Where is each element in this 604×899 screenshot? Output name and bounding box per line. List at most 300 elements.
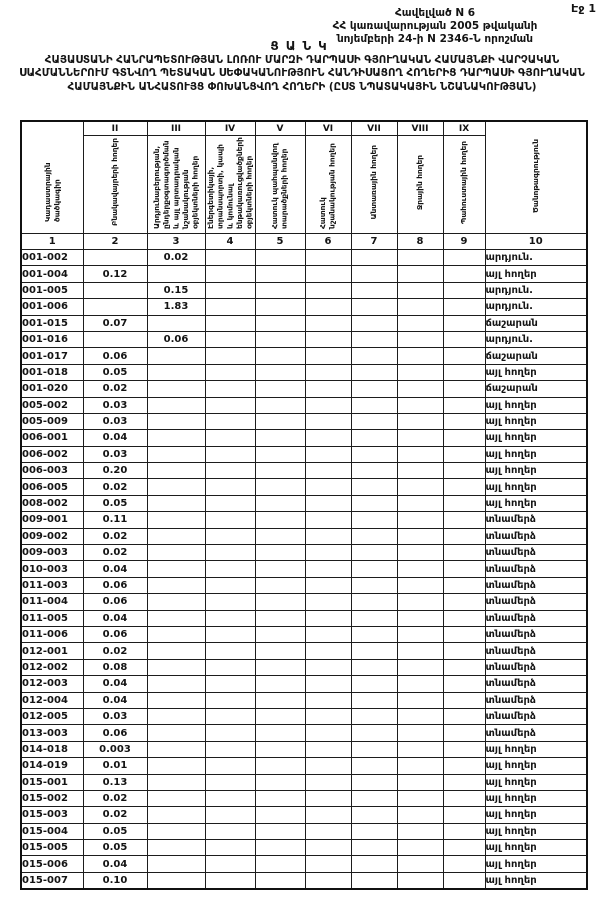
column-number-4: 4 xyxy=(205,234,255,250)
cell-col-9 xyxy=(443,643,485,659)
cell-col-3 xyxy=(147,512,205,528)
column-label-8: Ջրային հողեր xyxy=(415,154,425,211)
cell-col-4 xyxy=(205,823,255,839)
column-label-2: Բնակավայրերի հողեր xyxy=(110,138,120,227)
row-note: այլ հողեր xyxy=(485,840,587,856)
cell-col-6 xyxy=(305,430,351,446)
row-code: 014-018 xyxy=(21,741,83,757)
cell-col-2: 0.03 xyxy=(83,708,147,724)
row-note: այլ հողեր xyxy=(485,790,587,806)
cell-col-5 xyxy=(255,479,305,495)
cell-col-6 xyxy=(305,479,351,495)
cell-col-9 xyxy=(443,561,485,577)
cell-col-2: 0.02 xyxy=(83,790,147,806)
cell-col-3 xyxy=(147,381,205,397)
cell-col-3 xyxy=(147,610,205,626)
cell-col-4 xyxy=(205,282,255,298)
cell-col-6 xyxy=(305,364,351,380)
cell-col-2 xyxy=(83,299,147,315)
cell-col-7 xyxy=(351,823,397,839)
table-row-009-001 xyxy=(21,512,587,528)
cell-col-4 xyxy=(205,610,255,626)
column-label-10: Ծանոթագրություն xyxy=(530,138,540,213)
row-note: այլ հողեր xyxy=(485,495,587,511)
row-code: 015-004 xyxy=(21,823,83,839)
cell-col-3 xyxy=(147,528,205,544)
cell-col-4 xyxy=(205,626,255,642)
row-note: այլ հողեր xyxy=(485,446,587,462)
cell-col-5 xyxy=(255,397,305,413)
cell-col-8 xyxy=(397,430,443,446)
cell-col-3 xyxy=(147,545,205,561)
column-number-3: 3 xyxy=(147,234,205,250)
cell-col-8 xyxy=(397,266,443,282)
table-row-015-001 xyxy=(21,774,587,790)
cell-col-4 xyxy=(205,528,255,544)
cell-col-6 xyxy=(305,676,351,692)
cell-col-3 xyxy=(147,807,205,823)
column-header-10 xyxy=(485,121,587,234)
cell-col-8 xyxy=(397,463,443,479)
cell-col-4 xyxy=(205,364,255,380)
cell-col-8 xyxy=(397,250,443,266)
cell-col-8 xyxy=(397,512,443,528)
cell-col-8 xyxy=(397,282,443,298)
cell-col-5 xyxy=(255,823,305,839)
cell-col-3 xyxy=(147,315,205,331)
row-code: 015-005 xyxy=(21,840,83,856)
table-row-001-017 xyxy=(21,348,587,364)
row-code: 001-016 xyxy=(21,331,83,347)
cell-col-4 xyxy=(205,790,255,806)
cell-col-2: 0.05 xyxy=(83,364,147,380)
cell-col-3 xyxy=(147,397,205,413)
cell-col-6 xyxy=(305,282,351,298)
cell-col-8 xyxy=(397,807,443,823)
row-code: 012-002 xyxy=(21,659,83,675)
cell-col-2: 0.03 xyxy=(83,413,147,429)
table-row-010-003 xyxy=(21,561,587,577)
cell-col-2 xyxy=(83,282,147,298)
cell-col-8 xyxy=(397,364,443,380)
cell-col-9 xyxy=(443,872,485,889)
table-row-009-003 xyxy=(21,545,587,561)
column-number-row xyxy=(21,234,587,250)
cell-col-9 xyxy=(443,479,485,495)
cell-col-4 xyxy=(205,840,255,856)
table-row-015-004 xyxy=(21,823,587,839)
cell-col-3 xyxy=(147,725,205,741)
land-transfer-table xyxy=(20,120,588,890)
cell-col-9 xyxy=(443,250,485,266)
table-row-006-001 xyxy=(21,430,587,446)
cell-col-2: 0.06 xyxy=(83,348,147,364)
column-roman-2: II xyxy=(83,121,147,136)
cell-col-9 xyxy=(443,495,485,511)
column-roman-8: VIII xyxy=(397,121,443,136)
cell-col-6 xyxy=(305,512,351,528)
cell-col-3 xyxy=(147,626,205,642)
cell-col-7 xyxy=(351,594,397,610)
cell-col-4 xyxy=(205,725,255,741)
cell-col-2: 0.05 xyxy=(83,823,147,839)
cell-col-8 xyxy=(397,381,443,397)
cell-col-3 xyxy=(147,348,205,364)
row-note: տնամերձ xyxy=(485,643,587,659)
cell-col-2: 0.02 xyxy=(83,528,147,544)
cell-col-8 xyxy=(397,446,443,462)
cell-col-7 xyxy=(351,266,397,282)
cell-col-2: 0.13 xyxy=(83,774,147,790)
cell-col-6 xyxy=(305,856,351,872)
cell-col-3 xyxy=(147,463,205,479)
cell-col-8 xyxy=(397,315,443,331)
table-row-009-002 xyxy=(21,528,587,544)
table-row-011-004 xyxy=(21,594,587,610)
table-row-014-019 xyxy=(21,758,587,774)
column-header-3 xyxy=(147,136,205,234)
row-note: արդյուն. xyxy=(485,331,587,347)
table-row-011-003 xyxy=(21,577,587,593)
row-note: տնամերձ xyxy=(485,512,587,528)
cell-col-2: 0.03 xyxy=(83,397,147,413)
row-note: այլ հողեր xyxy=(485,856,587,872)
row-code: 015-006 xyxy=(21,856,83,872)
cell-col-3 xyxy=(147,430,205,446)
row-code: 006-001 xyxy=(21,430,83,446)
row-note: արդյուն. xyxy=(485,282,587,298)
cell-col-8 xyxy=(397,708,443,724)
cell-col-6 xyxy=(305,725,351,741)
cell-col-8 xyxy=(397,692,443,708)
table-row-001-004 xyxy=(21,266,587,282)
cell-col-3: 1.83 xyxy=(147,299,205,315)
cell-col-8 xyxy=(397,577,443,593)
cell-col-6 xyxy=(305,315,351,331)
cell-col-3 xyxy=(147,577,205,593)
column-header-5 xyxy=(255,136,305,234)
cell-col-6 xyxy=(305,872,351,889)
table-row-001-020 xyxy=(21,381,587,397)
row-code: 001-015 xyxy=(21,315,83,331)
cell-col-7 xyxy=(351,299,397,315)
column-header-1 xyxy=(21,121,83,234)
column-number-9: 9 xyxy=(443,234,485,250)
cell-col-7 xyxy=(351,495,397,511)
cell-col-3: 0.06 xyxy=(147,331,205,347)
cell-col-9 xyxy=(443,528,485,544)
cell-col-7 xyxy=(351,364,397,380)
appendix-line-3: նոյեմբերի 24-ի N 2346-Ն որոշման xyxy=(336,33,534,46)
cell-col-8 xyxy=(397,594,443,610)
cell-col-5 xyxy=(255,446,305,462)
cell-col-2 xyxy=(83,331,147,347)
cell-col-7 xyxy=(351,463,397,479)
cell-col-8 xyxy=(397,626,443,642)
cell-col-8 xyxy=(397,643,443,659)
cell-col-2: 0.02 xyxy=(83,545,147,561)
cell-col-9 xyxy=(443,790,485,806)
cell-col-5 xyxy=(255,577,305,593)
cell-col-4 xyxy=(205,774,255,790)
column-roman-7: VII xyxy=(351,121,397,136)
cell-col-6 xyxy=(305,381,351,397)
page-number: Էջ 1 xyxy=(571,2,596,15)
cell-col-6 xyxy=(305,807,351,823)
roman-numeral-row xyxy=(21,121,587,136)
cell-col-5 xyxy=(255,364,305,380)
cell-col-2: 0.06 xyxy=(83,594,147,610)
cell-col-3: 0.15 xyxy=(147,282,205,298)
row-code: 001-020 xyxy=(21,381,83,397)
column-label-3: Արդյունաբերության, ընդերքօգտագործման և այլ արտադրական նշանակության օբյեկտների հողեր xyxy=(151,140,200,229)
cell-col-7 xyxy=(351,561,397,577)
row-code: 011-003 xyxy=(21,577,83,593)
cell-col-2: 0.05 xyxy=(83,840,147,856)
cell-col-8 xyxy=(397,872,443,889)
cell-col-6 xyxy=(305,397,351,413)
row-code: 001-006 xyxy=(21,299,83,315)
cell-col-6 xyxy=(305,348,351,364)
cell-col-7 xyxy=(351,315,397,331)
cell-col-7 xyxy=(351,610,397,626)
cell-col-9 xyxy=(443,610,485,626)
cell-col-4 xyxy=(205,512,255,528)
cell-col-7 xyxy=(351,807,397,823)
cell-col-2: 0.02 xyxy=(83,643,147,659)
column-number-5: 5 xyxy=(255,234,305,250)
cell-col-9 xyxy=(443,430,485,446)
cell-col-3 xyxy=(147,413,205,429)
cell-col-5 xyxy=(255,348,305,364)
cell-col-5 xyxy=(255,512,305,528)
cell-col-8 xyxy=(397,774,443,790)
cell-col-7 xyxy=(351,741,397,757)
table-row-001-002 xyxy=(21,250,587,266)
cell-col-5 xyxy=(255,545,305,561)
column-roman-6: VI xyxy=(305,121,351,136)
cell-col-4 xyxy=(205,856,255,872)
cell-col-9 xyxy=(443,725,485,741)
cell-col-6 xyxy=(305,446,351,462)
cell-col-2: 0.07 xyxy=(83,315,147,331)
cell-col-5 xyxy=(255,774,305,790)
row-note: տնամերձ xyxy=(485,528,587,544)
row-note: տնամերձ xyxy=(485,708,587,724)
row-code: 011-004 xyxy=(21,594,83,610)
row-note: այլ հողեր xyxy=(485,430,587,446)
table-row-006-003 xyxy=(21,463,587,479)
cell-col-8 xyxy=(397,790,443,806)
cell-col-7 xyxy=(351,708,397,724)
cell-col-3 xyxy=(147,692,205,708)
column-header-8 xyxy=(397,136,443,234)
row-note: տնամերձ xyxy=(485,577,587,593)
cell-col-2: 0.02 xyxy=(83,479,147,495)
cell-col-5 xyxy=(255,463,305,479)
cell-col-8 xyxy=(397,725,443,741)
row-code: 014-019 xyxy=(21,758,83,774)
cell-col-3 xyxy=(147,266,205,282)
column-number-7: 7 xyxy=(351,234,397,250)
cell-col-5 xyxy=(255,381,305,397)
cell-col-9 xyxy=(443,856,485,872)
cell-col-7 xyxy=(351,446,397,462)
cell-col-9 xyxy=(443,364,485,380)
cell-col-6 xyxy=(305,495,351,511)
cell-col-4 xyxy=(205,545,255,561)
cell-col-7 xyxy=(351,872,397,889)
cell-col-5 xyxy=(255,741,305,757)
cell-col-2: 0.06 xyxy=(83,577,147,593)
cell-col-8 xyxy=(397,659,443,675)
row-code: 001-017 xyxy=(21,348,83,364)
cell-col-2: 0.01 xyxy=(83,758,147,774)
cell-col-4 xyxy=(205,741,255,757)
column-roman-3: III xyxy=(147,121,205,136)
row-code: 006-005 xyxy=(21,479,83,495)
table-row-001-018 xyxy=(21,364,587,380)
cell-col-8 xyxy=(397,856,443,872)
cell-col-2: 0.04 xyxy=(83,692,147,708)
table-row-015-003 xyxy=(21,807,587,823)
cell-col-5 xyxy=(255,282,305,298)
table-row-013-003 xyxy=(21,725,587,741)
cell-col-8 xyxy=(397,331,443,347)
cell-col-5 xyxy=(255,872,305,889)
cell-col-6 xyxy=(305,266,351,282)
table-row-012-004 xyxy=(21,692,587,708)
cell-col-5 xyxy=(255,659,305,675)
cell-col-9 xyxy=(443,446,485,462)
cell-col-2: 0.06 xyxy=(83,626,147,642)
cell-col-4 xyxy=(205,299,255,315)
cell-col-9 xyxy=(443,266,485,282)
cell-col-6 xyxy=(305,250,351,266)
cell-col-9 xyxy=(443,331,485,347)
cell-col-7 xyxy=(351,643,397,659)
row-note: արդյուն. xyxy=(485,299,587,315)
cell-col-5 xyxy=(255,430,305,446)
cell-col-9 xyxy=(443,348,485,364)
cell-col-2: 0.06 xyxy=(83,725,147,741)
cell-col-4 xyxy=(205,872,255,889)
cell-col-6 xyxy=(305,741,351,757)
cell-col-9 xyxy=(443,659,485,675)
cell-col-4 xyxy=(205,594,255,610)
cell-col-2: 0.02 xyxy=(83,381,147,397)
cell-col-3 xyxy=(147,790,205,806)
table-body xyxy=(21,250,587,890)
cell-col-2: 0.10 xyxy=(83,872,147,889)
table-row-012-003 xyxy=(21,676,587,692)
cell-col-3 xyxy=(147,856,205,872)
table-row-001-015 xyxy=(21,315,587,331)
cell-col-7 xyxy=(351,331,397,347)
cell-col-3 xyxy=(147,823,205,839)
cell-col-8 xyxy=(397,741,443,757)
cell-col-6 xyxy=(305,577,351,593)
cell-col-4 xyxy=(205,463,255,479)
cell-col-5 xyxy=(255,626,305,642)
column-label-4: Էներգետիկայի, տրանսպորտի, կապի և կոմունալ ենթակառուցվածքների օբյեկտների հողեր xyxy=(205,136,254,229)
document-title: ՑԱՆԿ xyxy=(270,39,334,53)
cell-col-3 xyxy=(147,708,205,724)
cell-col-4 xyxy=(205,807,255,823)
column-header-6 xyxy=(305,136,351,234)
cell-col-6 xyxy=(305,758,351,774)
row-code: 009-001 xyxy=(21,512,83,528)
row-note: այլ հողեր xyxy=(485,364,587,380)
cell-col-8 xyxy=(397,545,443,561)
row-note: տնամերձ xyxy=(485,676,587,692)
column-number-2: 2 xyxy=(83,234,147,250)
cell-col-4 xyxy=(205,643,255,659)
table-row-005-009 xyxy=(21,413,587,429)
cell-col-4 xyxy=(205,561,255,577)
row-note: այլ հողեր xyxy=(485,266,587,282)
row-code: 012-004 xyxy=(21,692,83,708)
row-note: տնամերձ xyxy=(485,725,587,741)
cell-col-2: 0.11 xyxy=(83,512,147,528)
cell-col-8 xyxy=(397,561,443,577)
cell-col-8 xyxy=(397,676,443,692)
cell-col-2: 0.08 xyxy=(83,659,147,675)
cell-col-7 xyxy=(351,413,397,429)
cell-col-8 xyxy=(397,528,443,544)
cell-col-6 xyxy=(305,626,351,642)
cell-col-8 xyxy=(397,299,443,315)
cell-col-9 xyxy=(443,741,485,757)
column-number-6: 6 xyxy=(305,234,351,250)
cell-col-2: 0.20 xyxy=(83,463,147,479)
cell-col-8 xyxy=(397,495,443,511)
cell-col-4 xyxy=(205,315,255,331)
row-code: 006-003 xyxy=(21,463,83,479)
cell-col-4 xyxy=(205,479,255,495)
cell-col-4 xyxy=(205,577,255,593)
row-note: տնամերձ xyxy=(485,692,587,708)
row-note: արդյուն. xyxy=(485,250,587,266)
row-code: 015-003 xyxy=(21,807,83,823)
row-code: 015-001 xyxy=(21,774,83,790)
cell-col-9 xyxy=(443,807,485,823)
cell-col-4 xyxy=(205,381,255,397)
row-note: տնամերձ xyxy=(485,545,587,561)
cell-col-5 xyxy=(255,299,305,315)
cell-col-6 xyxy=(305,299,351,315)
cell-col-7 xyxy=(351,545,397,561)
cell-col-7 xyxy=(351,577,397,593)
column-label-9: Պահուստային հողեր xyxy=(459,140,469,225)
cell-col-5 xyxy=(255,643,305,659)
row-note: տնամերձ xyxy=(485,594,587,610)
cell-col-8 xyxy=(397,348,443,364)
appendix-line-1: Հավելված N 6 xyxy=(394,7,476,19)
cell-col-8 xyxy=(397,610,443,626)
row-code: 011-006 xyxy=(21,626,83,642)
document-subtitle: ՀԱՅԱՍՏԱՆԻ ՀԱՆՐԱՊԵՏՈՒԹՅԱՆ ԼՈՌՈՒ ՄԱՐԶԻ ԴԱՐՊԱՍԻ ԳՅՈՒՂԱԿԱՆ ՀԱՄԱՅՆՔԻ ՎԱՐՉԱԿԱՆ ՍԱՀՄԱՆՆԵՐՈՒՄ ԳՏՆՎՈՂ ՊԵՏԱԿԱՆ ՍԵՓԱԿԱՆՈՒԹՅՈՒՆ ՀԱՆԴԻՍԱՑՈՂ ՀՈՂԵՐԻՑ ԴԱՐՊԱՍԻ ԳՅՈՒՂԱԿԱՆ ՀԱՄԱՅՆՔԻՆ ԱՆՀԱՏՈՒՅՑ ՓՈԽԱՆՑՎՈՂ ՀՈՂԵՐԻ (ԸՍՏ ՆՊԱՏԱԿԱՅԻՆ ՆՇԱՆԱԿՈՒԹՅԱՆ) xyxy=(19,54,585,93)
row-code: 009-003 xyxy=(21,545,83,561)
cell-col-3 xyxy=(147,758,205,774)
row-code: 009-002 xyxy=(21,528,83,544)
cell-col-6 xyxy=(305,840,351,856)
column-roman-4: IV xyxy=(205,121,255,136)
column-roman-5: V xyxy=(255,121,305,136)
cell-col-7 xyxy=(351,528,397,544)
cell-col-9 xyxy=(443,413,485,429)
cell-col-6 xyxy=(305,823,351,839)
